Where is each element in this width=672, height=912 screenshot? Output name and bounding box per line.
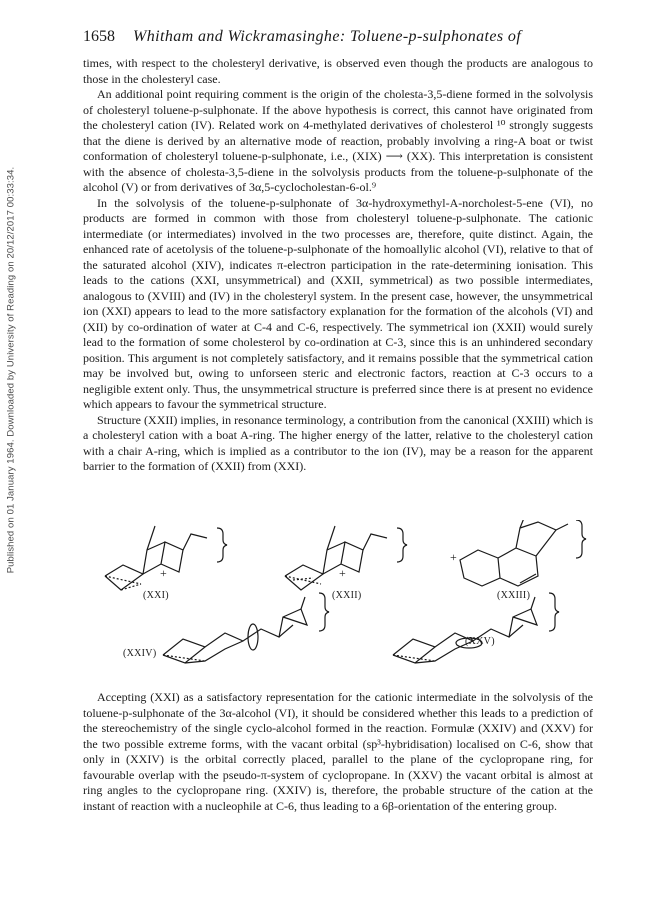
paragraph-4: Structure (XXII) implies, in resonance terminology, a contribution from the canonical (XXIII) which is a cholesteryl cation with a boat A-ring. The higher energy of the latter, relative to the cholesteryl cation with a chair A-ring, which is implied as a contributor to the ion (IV), may be a reason for the apparent barrier to the formation of (XXII) from (XXI). (83, 412, 593, 473)
label-xxi: (XXI) (143, 590, 169, 601)
body-text-bottom (83, 690, 593, 814)
cation-plus-sign-xxii: + (339, 566, 347, 580)
page-number: 1658 (83, 28, 115, 45)
page-header (83, 27, 593, 47)
paragraph-1: times, with respect to the cholesteryl derivative, is observed even though the products are analogous to those in the cholesteryl case. (83, 56, 593, 86)
body-text-top (83, 56, 593, 475)
cation-plus-sign-xxi: + (160, 566, 168, 580)
label-xxii: (XXII) (332, 590, 362, 601)
structure-xxiii (460, 520, 586, 586)
running-title: Whitham and Wickramasinghe: Toluene-p-sulphonates of (133, 28, 522, 45)
structure-xxiv (163, 593, 329, 663)
label-xxv: (XXV) (465, 636, 495, 647)
paragraph-2: An additional point requiring comment is the origin of the cholesta-3,5-diene formed in the solvolysis of cholesteryl toluene-p-sulphonate. If the above hypothesis is correct, this cannot have originated from the cholesteryl cation (IV). Related work on 4-methylated derivatives of cholesterol ¹⁰ strongly suggests that the diene is derived by an alternative mode of reaction, probably involving a ring-A boat or twist conformation of cholesteryl toluene-p-sulphonate, i.e., (XIX) ⟶ (XX). This interpretation is consistent with the absence of cholesta-3,5-diene in the solvolysis products from the toluene-p-sulphonate of the alcohol (V) or from derivatives of 3α,5-cyclocholestan-6-ol.⁹ (83, 87, 593, 194)
paragraph-5: Accepting (XXI) as a satisfactory representation for the cationic intermediate in the solvolysis of the toluene-p-sulphonate of the 3α-alcohol (VI), it should be considered whether this leads to a prediction of the stereochemistry of the single cyclo-alcohol formed in the reaction. Formulæ (XXIV) and (XXV) for the two possible extreme forms, with the vacant orbital (sp³-hybridisation) localised on C-6, show that only in (XXIV) is the orbital correctly placed, parallel to the plane of the cyclopropane ring, for favourable overlap with the pseudo-π-system of cyclopropane. In (XXV) the vacant orbital is almost at ring angles to the cyclopropane ring. (XXIV) is, therefore, the probable structure of the cation at the instant of reaction with a nucleophile at C-6, thus leading to a 6β-orientation of the entering group. (83, 690, 593, 813)
paragraph-3: In the solvolysis of the toluene-p-sulphonate of 3α-hydroxymethyl-A-norcholest-5-ene (VI), no products are formed in common with those from cholesteryl toluene-p-sulphonate. The cationic intermediate (or intermediates) involved in the two processes are, therefore, quite distinct. Again, the enhanced rate of acetolysis of the toluene-p-sulphonate of the homoallylic alcohol (VI), relative to that of the saturated alcohol (XIV), indicates π-electron participation in the rate-determining ionisation. This leads to the cations (XXI, unsymmetrical) and (XXII, symmetrical) as two possible intermediates, analogous to (XVIII) and (IV) in the cholesteryl system. In the present case, however, the unsymmetrical ion (XXI) appears to lead to the more satisfactory explanation for the formation of the alcohols (VI) and (XII) by co-ordination of water at C-4 and C-6, respectively. The symmetrical ion (XXII) would surely lead to the formation of some cholesterol by co-ordination at C-3, since this is an unhindered secondary position. This argument is not completely satisfactory, and it remains possible that the symmetrical cation may be involved but, owing to unforseen steric and electronic factors, reaction at C-3 occurs to a negligible extent only. Thus, the unsymmetrical structure is preferred since there is at present no evidence which appears to favour the symmetrical structure. (83, 195, 593, 411)
download-notice-sidebar (4, 150, 18, 590)
label-xxiii: (XXIII) (497, 590, 531, 601)
structure-xxv (393, 593, 559, 663)
label-xxiv: (XXIV) (123, 648, 157, 659)
download-notice-text: Published on 01 January 1964. Downloaded by University of Reading on 20/12/2017 00:33:34. (5, 166, 17, 574)
structure-figure (83, 520, 593, 670)
cation-plus-sign-xxiii: + (450, 550, 458, 564)
